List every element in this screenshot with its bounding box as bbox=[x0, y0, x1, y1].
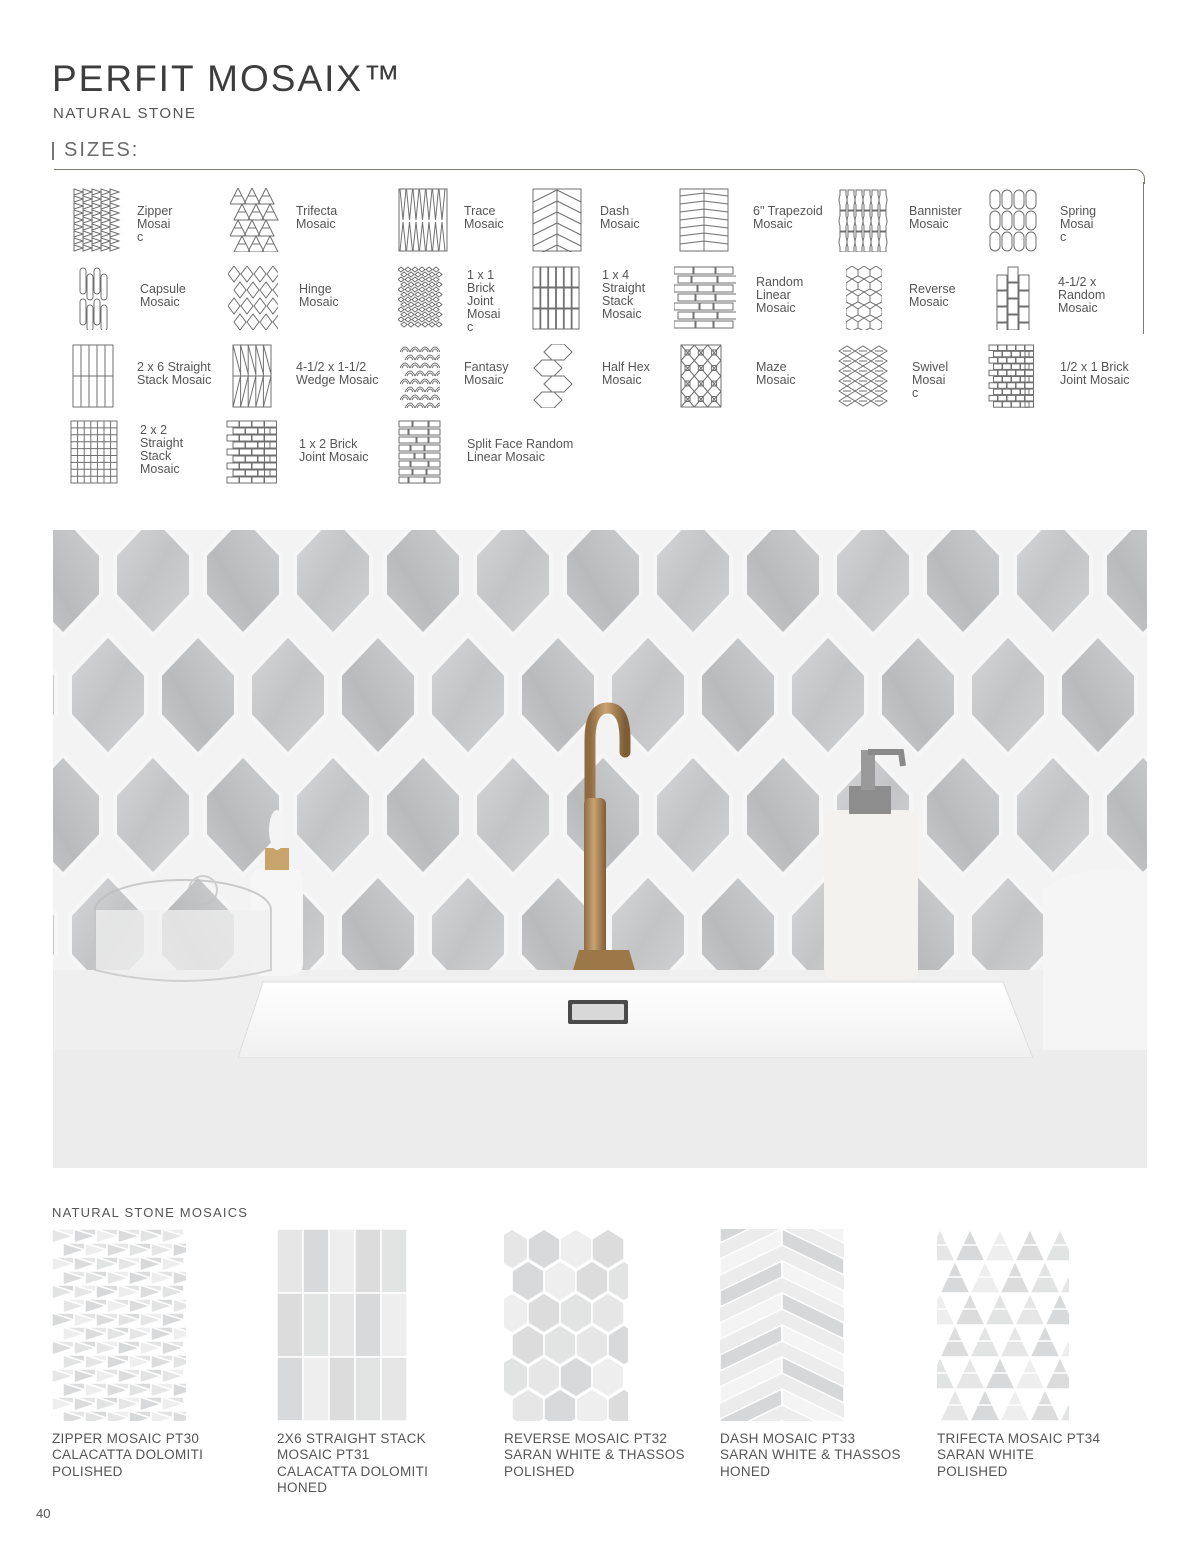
size-label-bannister: Bannister Mosaic bbox=[909, 204, 962, 231]
size-label-dash: Dash Mosaic bbox=[600, 204, 640, 231]
caption-dash: DASH MOSAIC PT33 SARAN WHITE & THASSOS HONED bbox=[720, 1431, 901, 1479]
sizes-bracket bbox=[52, 142, 54, 160]
straight-stack-2x6-pattern-icon bbox=[72, 344, 114, 408]
size-label-random-linear: Random Linear Mosaic bbox=[756, 275, 804, 315]
small-brick-pattern-icon bbox=[398, 266, 448, 330]
caption-2x6-stack: 2X6 STRAIGHT STACK MOSAIC PT31 CALACATTA DOLOMITI HONED bbox=[277, 1431, 429, 1495]
sizes-frame-top bbox=[54, 169, 1136, 170]
section-title: NATURAL STONE MOSAICS bbox=[52, 1205, 249, 1220]
size-label-split-face: Split Face Random Linear Mosaic bbox=[467, 437, 574, 464]
straight-stack-1x4-pattern-icon bbox=[532, 266, 582, 330]
bannister-pattern-icon bbox=[838, 188, 888, 252]
size-label-reverse: Reverse Mosaic bbox=[909, 282, 956, 309]
size-label-half-brick: 1/2 x 1 Brick Joint Mosaic bbox=[1060, 360, 1130, 387]
wedge-pattern-icon bbox=[232, 344, 272, 408]
page-subtitle: NATURAL STONE bbox=[53, 105, 197, 122]
brick-1x2-pattern-icon bbox=[226, 420, 278, 484]
sizes-heading: SIZES: bbox=[64, 139, 140, 161]
reverse-pattern-icon bbox=[846, 266, 882, 330]
random-4-1-2-pattern-icon bbox=[996, 266, 1030, 330]
swivel-pattern-icon bbox=[838, 344, 888, 408]
size-label-trapezoid: 6" Trapezoid Mosaic bbox=[753, 204, 823, 231]
size-label-swivel: Swivel Mosai c bbox=[912, 360, 949, 400]
size-label-4-1-2-random: 4-1/2 x Random Mosaic bbox=[1058, 275, 1106, 315]
random-linear-pattern-icon bbox=[674, 266, 736, 330]
half-brick-pattern-icon bbox=[988, 344, 1036, 408]
product-image-dash bbox=[720, 1229, 844, 1421]
trace-pattern-icon bbox=[398, 188, 448, 252]
fantasy-pattern-icon bbox=[400, 344, 440, 408]
size-label-1x1-brick: 1 x 1 Brick Joint Mosai c bbox=[467, 268, 501, 334]
size-label-2x2: 2 x 2 Straight Stack Mosaic bbox=[140, 423, 184, 476]
trapezoid-pattern-icon bbox=[679, 188, 729, 252]
dash-pattern-icon bbox=[532, 188, 582, 252]
size-label-wedge: 4-1/2 x 1-1/2 Wedge Mosaic bbox=[296, 360, 379, 387]
maze-pattern-icon bbox=[680, 344, 722, 408]
hero-illustration bbox=[53, 530, 1147, 1168]
size-label-trifecta: Trifecta Mosaic bbox=[296, 204, 338, 231]
size-label-capsule: Capsule Mosaic bbox=[140, 282, 186, 309]
caption-trifecta: TRIFECTA MOSAIC PT34 SARAN WHITE POLISHED bbox=[937, 1431, 1101, 1479]
product-image-2x6-stack bbox=[277, 1229, 407, 1421]
product-image-zipper bbox=[52, 1229, 186, 1421]
page-number: 40 bbox=[36, 1506, 51, 1521]
half-hex-pattern-icon bbox=[532, 344, 574, 408]
grid-2x2-pattern-icon bbox=[70, 420, 118, 484]
size-label-1x2-brick: 1 x 2 Brick Joint Mosaic bbox=[299, 437, 369, 464]
hinge-pattern-icon bbox=[228, 266, 278, 330]
size-label-half-hex: Half Hex Mosaic bbox=[602, 360, 650, 387]
size-label-fantasy: Fantasy Mosaic bbox=[464, 360, 509, 387]
capsule-pattern-icon bbox=[72, 266, 122, 330]
caption-reverse: REVERSE MOSAIC PT32 SARAN WHITE & THASSOS POLISHED bbox=[504, 1431, 685, 1479]
sizes-frame-right bbox=[1143, 182, 1144, 334]
split-face-pattern-icon bbox=[398, 420, 442, 484]
size-label-maze: Maze Mosaic bbox=[756, 360, 796, 387]
product-image-trifecta bbox=[937, 1229, 1069, 1421]
product-image-reverse bbox=[504, 1229, 628, 1421]
size-label-trace: Trace Mosaic bbox=[464, 204, 504, 231]
spring-pattern-icon bbox=[988, 188, 1038, 252]
size-label-zipper: Zipper Mosai c bbox=[137, 204, 173, 244]
size-label-1x4: 1 x 4 Straight Stack Mosaic bbox=[602, 268, 646, 321]
size-label-spring: Spring Mosai c bbox=[1060, 204, 1097, 244]
size-label-2x6: 2 x 6 Straight Stack Mosaic bbox=[137, 360, 212, 387]
page-title: PERFIT MOSAIX™ bbox=[52, 58, 403, 99]
hero-bathroom-photo bbox=[53, 530, 1147, 1168]
trifecta-pattern-icon bbox=[230, 188, 280, 252]
caption-zipper: ZIPPER MOSAIC PT30 CALACATTA DOLOMITI POLISHED bbox=[52, 1431, 204, 1479]
size-label-hinge: Hinge Mosaic bbox=[299, 282, 339, 309]
zipper-pattern-icon bbox=[72, 188, 122, 252]
